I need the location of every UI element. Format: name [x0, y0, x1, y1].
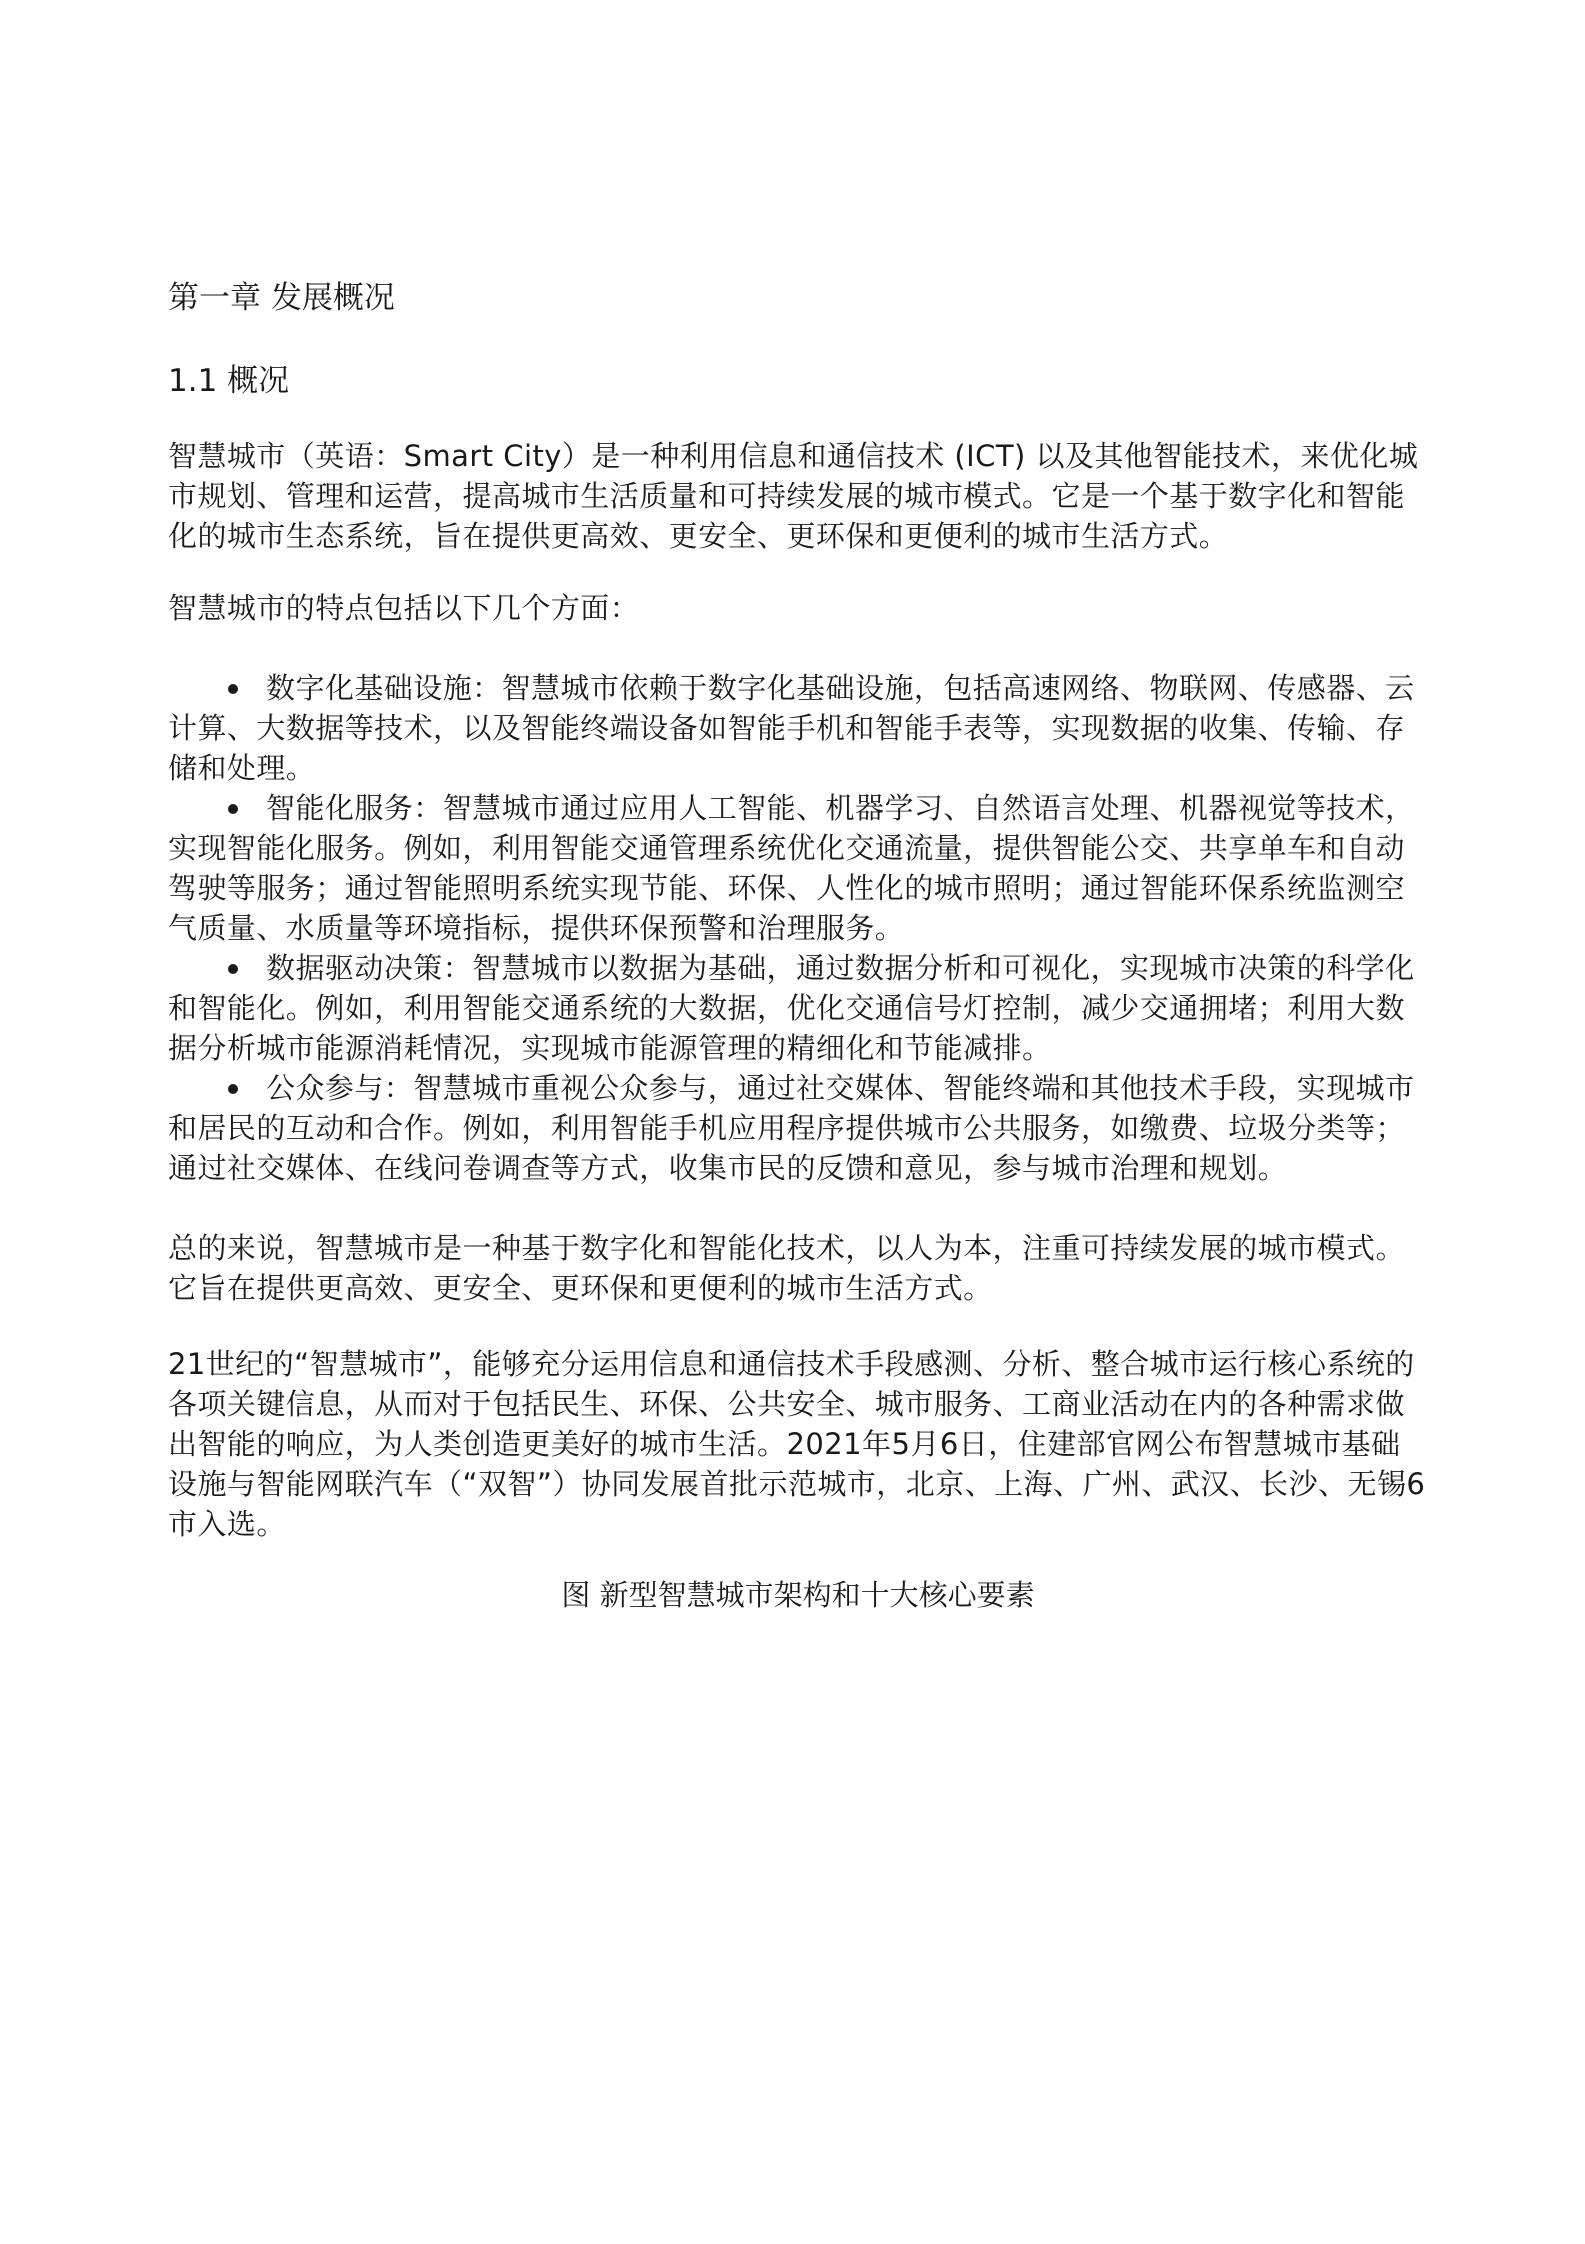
list-item — [168, 788, 1428, 948]
history-paragraph: 21世纪的“智慧城市”，能够充分运用信息和通信技术手段感测、分析、整合城市运行核心系统的各项关键信息，从而对于包括民生、环保、公共安全、城市服务、工商业活动在内的各种需求做出智能的响应，为人类创造更美好的城市生活。2021年5月6日，住建部官网公布智慧城市基础设施与智能网联汽车（“双智”）协同发展首批示范城市，北京、上海、广州、武汉、长沙、无锡6市入选。 — [168, 1347, 1426, 1541]
section-title: 1.1 概况 — [168, 363, 290, 399]
bullet-icon — [228, 1084, 238, 1094]
intro-paragraph: 智慧城市（英语：Smart City）是一种利用信息和通信技术 (ICT) 以及其他智能技术，来优化城市规划、管理和运营，提高城市生活质量和可持续发展的城市模式。它是一个基于数字化和智能化的城市生态系统，旨在提供更高效、更安全、更环保和更便利的城市生活方式。 — [168, 439, 1419, 553]
list-item-text: 智能化服务：智慧城市通过应用人工智能、机器学习、自然语言处理、机器视觉等技术，实现智能化服务。例如，利用智能交通管理系统优化交通流量，提供智能公交、共享单车和自动驾驶等服务；通过智能照明系统实现节能、环保、人性化的城市照明；通过智能环保系统监测空气质量、水质量等环境指标，提供环保预警和治理服务。 — [168, 791, 1415, 945]
list-item-text: 数据驱动决策：智慧城市以数据为基础，通过数据分析和可视化，实现城市决策的科学化和智能化。例如，利用智能交通系统的大数据，优化交通信号灯控制，减少交通拥堵；利用大数据分析城市能源消耗情况，实现城市能源管理的精细化和节能减排。 — [168, 951, 1415, 1065]
bullet-icon — [228, 684, 238, 694]
chapter-title: 第一章 发展概况 — [168, 280, 395, 316]
bullet-icon — [228, 804, 238, 814]
summary-paragraph: 总的来说，智慧城市是一种基于数字化和智能化技术，以人为本，注重可持续发展的城市模式。它旨在提供更高效、更安全、更环保和更便利的城市生活方式。 — [168, 1231, 1405, 1305]
bullet-icon — [228, 964, 238, 974]
features-list — [168, 668, 1428, 1188]
figure-caption: 图 新型智慧城市架构和十大核心要素 — [561, 1578, 1035, 1612]
list-item — [168, 668, 1428, 788]
document-page — [168, 0, 1428, 2244]
list-item-text: 公众参与：智慧城市重视公众参与，通过社交媒体、智能终端和其他技术手段，实现城市和居民的互动和合作。例如，利用智能手机应用程序提供城市公共服务，如缴费、垃圾分类等；通过社交媒体、在线问卷调查等方式，收集市民的反馈和意见，参与城市治理和规划。 — [168, 1071, 1415, 1185]
list-item-text: 数字化基础设施：智慧城市依赖于数字化基础设施，包括高速网络、物联网、传感器、云计算、大数据等技术，以及智能终端设备如智能手机和智能手表等，实现数据的收集、传输、存储和处理。 — [168, 671, 1415, 785]
list-item — [168, 948, 1428, 1068]
list-item — [168, 1068, 1428, 1188]
features-intro-paragraph: 智慧城市的特点包括以下几个方面： — [168, 591, 640, 625]
